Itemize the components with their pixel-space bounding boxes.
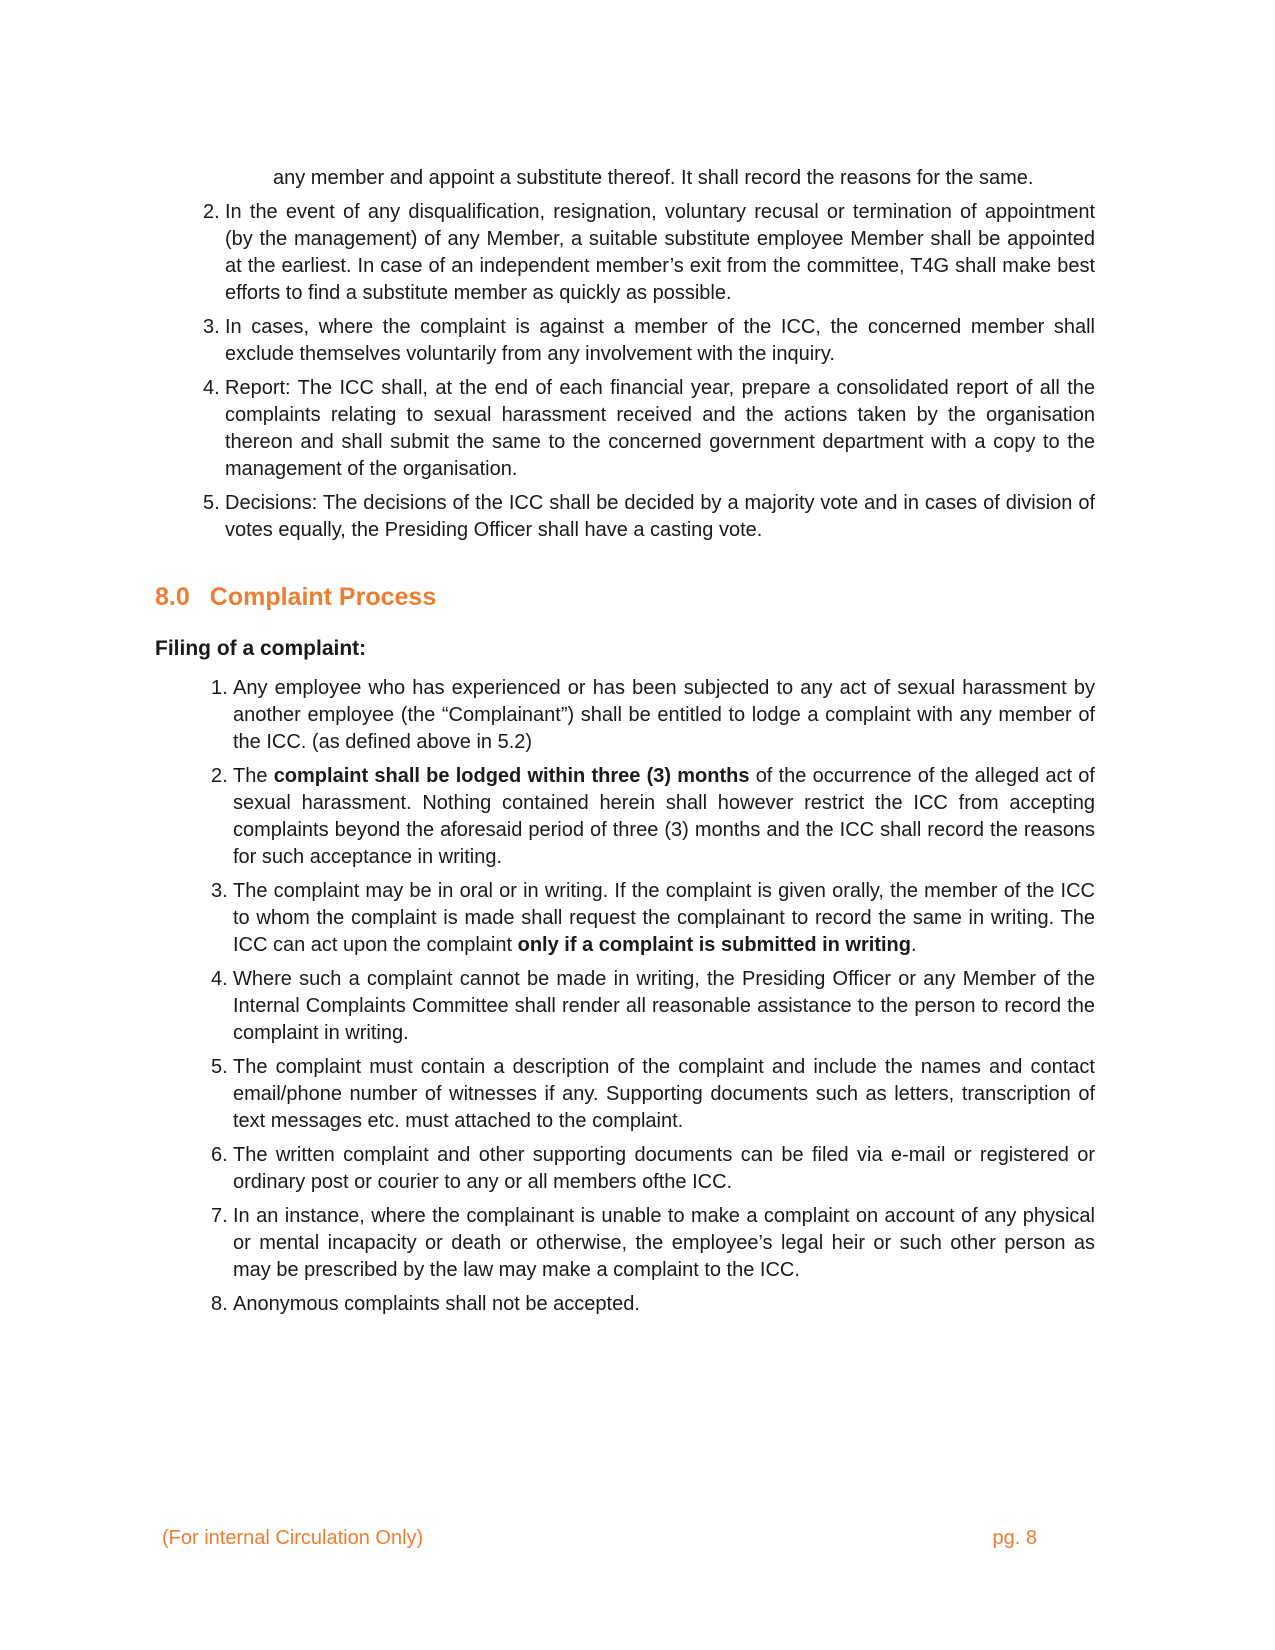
list-item-text: The complaint shall be lodged within three (3) months of the occurrence of the alleged act of sexual harassment. Nothing contained herein shall however restrict the ICC from accepting complaints beyond the aforesaid period of three (3) months and the ICC shall record the reasons for such acceptance in writing. — [233, 765, 1095, 868]
list-item — [155, 1203, 1095, 1284]
list-item-number: 5. — [211, 1056, 228, 1078]
list-item-text: Report: The ICC shall, at the end of each financial year, prepare a consolidated report of all the complaints relating to sexual harassment received and the actions taken by the organisation thereon and shall submit the same to the concerned government department with a copy to the management of the organisation. — [225, 377, 1095, 480]
subheading-filing-of-complaint: Filing of a complaint: — [155, 637, 367, 660]
continuation-paragraph: any member and appoint a substitute thereof. It shall record the reasons for the same. — [273, 167, 1034, 189]
list-item — [155, 199, 1095, 307]
list-item — [155, 490, 1095, 544]
list-item-text: Anonymous complaints shall not be accepted. — [233, 1293, 640, 1315]
page-number: pg. 8 — [992, 1527, 1037, 1549]
list-item — [155, 314, 1095, 368]
list-item-number: 4. — [203, 377, 220, 399]
list-item-text: Any employee who has experienced or has been subjected to any act of sexual harassment by another employee (the “Complainant”) shall be entitled to lodge a complaint with any member of the ICC. (as defined above in 5.2) — [233, 677, 1095, 753]
list-item-text: The written complaint and other supporting documents can be filed via e-mail or registered or ordinary post or courier to any or all members ofthe ICC. — [233, 1144, 1095, 1193]
list-item — [155, 763, 1095, 871]
footer-circulation-note: (For internal Circulation Only) — [162, 1527, 424, 1549]
list-item-number: 4. — [211, 968, 228, 990]
document-body — [155, 165, 1095, 1325]
list-item-number: 3. — [211, 880, 228, 902]
list-item-number: 2. — [203, 201, 220, 223]
list-item — [155, 1142, 1095, 1196]
list-item-text: In an instance, where the complainant is unable to make a complaint on account of any physical or mental incapacity or death or otherwise, the employee’s legal heir or such other person as may be prescribed by the law may make a complaint to the ICC. — [233, 1205, 1095, 1281]
list-item-number: 2. — [211, 765, 228, 787]
list-item-text: In the event of any disqualification, resignation, voluntary recusal or termination of appointment (by the management) of any Member, a suitable substitute employee Member shall be appointed at the earliest. In case of an independent member’s exit from the committee, T4G shall make best efforts to find a substitute member as quickly as possible. — [225, 201, 1095, 304]
list-item — [155, 675, 1095, 756]
list-item — [155, 878, 1095, 959]
list-item-number: 3. — [203, 316, 220, 338]
list-item-number: 6. — [211, 1144, 228, 1166]
list-item-number: 7. — [211, 1205, 228, 1227]
list-item — [155, 966, 1095, 1047]
list-item-text: Where such a complaint cannot be made in writing, the Presiding Officer or any Member of the Internal Complaints Committee shall render all reasonable assistance to the person to record the complaint in writing. — [233, 968, 1095, 1044]
list-item — [155, 1054, 1095, 1135]
list-item-number: 1. — [211, 677, 228, 699]
section-number: 8.0 — [155, 583, 190, 611]
list-item-number: 8. — [211, 1293, 228, 1315]
page-footer — [162, 1526, 1037, 1550]
list-item-text: The complaint must contain a description of the complaint and include the names and contact email/phone number of witnesses if any. Supporting documents such as letters, transcription of text messages etc. must attached to the complaint. — [233, 1056, 1095, 1132]
section-heading — [155, 583, 1095, 612]
list-item-text: Decisions: The decisions of the ICC shall be decided by a majority vote and in cases of division of votes equally, the Presiding Officer shall have a casting vote. — [225, 492, 1095, 541]
numbered-list-icc-rules — [155, 199, 1095, 544]
list-item — [155, 1291, 1095, 1318]
list-item-text: In cases, where the complaint is against a member of the ICC, the concerned member shall exclude themselves voluntarily from any involvement with the inquiry. — [225, 316, 1095, 365]
numbered-list-complaint-process — [155, 675, 1095, 1318]
list-item-number: 5. — [203, 492, 220, 514]
list-item — [155, 375, 1095, 483]
list-item-text: The complaint may be in oral or in writing. If the complaint is given orally, the member of the ICC to whom the complaint is made shall request the complainant to record the same in writing. The ICC can act upon the complaint only if a complaint is submitted in writing. — [233, 880, 1095, 956]
section-title: Complaint Process — [209, 583, 437, 611]
